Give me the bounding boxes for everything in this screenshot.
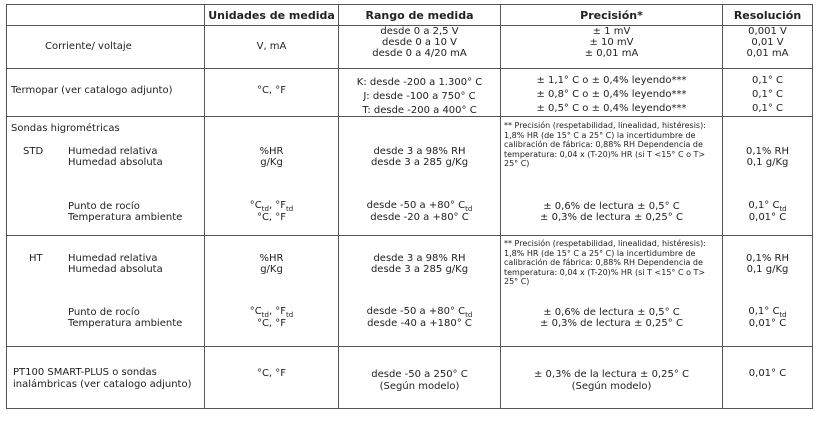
ht-hum-note: ** Precisión (respetabilidad, linealidad, histéresis): 1,8% HR (de 15° C a 25° C) la incertidumbre de calibración de fábrica: 0,88% RH Dependencia de temperatura: 0,04 x (T-20)% HR (si T <15° C o T> 25° C) — [504, 239, 706, 286]
ht-hum-unit: %HR — [259, 253, 284, 264]
resolution-line: 0,1° C — [751, 103, 784, 114]
ht-hum-res: 0,1 g/Kg — [746, 264, 789, 275]
pt100-precision: ± 0,3% de la lectura ± 0,25° C — [534, 369, 689, 380]
precision-line: ± 1,1° C o ± 0,4% leyendo*** — [536, 75, 687, 86]
std-hum-unit: %HR — [259, 146, 284, 157]
ht-temp-range: desde -50 a +80° $C_{td}$ — [366, 306, 473, 319]
label-cell — [7, 347, 205, 409]
row-ht — [7, 236, 813, 347]
std-temp-unit: °C, °F — [256, 212, 287, 223]
std-temp-res: 0,1° $C_{td}$ — [748, 200, 787, 213]
pt100-range: desde -50 a 250° C — [371, 369, 468, 380]
range-line: desde 0 a 10 V — [382, 37, 457, 48]
std-temp-label: Temperatura ambiente — [68, 212, 183, 223]
std-temp-label: Punto de rocío — [68, 201, 140, 212]
ht-temp-label: Temperatura ambiente — [68, 318, 183, 329]
termopar-label: Termopar (ver catalogo adjunto) — [11, 85, 173, 96]
range-cell — [339, 236, 501, 347]
ht-temp-unit: $^\circ C_{td}$, $^\circ F_{td}$ — [249, 306, 294, 319]
precision-line: ± 0,8° C o ± 0,4% leyendo*** — [536, 89, 687, 100]
std-temp-res: 0,01° C — [748, 212, 787, 223]
ht-hum-label: Humedad relativa — [68, 253, 158, 264]
ht-tag: HT — [29, 253, 43, 264]
pt100-label: PT100 SMART-PLUS o sondas — [13, 367, 157, 378]
std-temp-range: desde -20 a +80° C — [370, 212, 469, 223]
range-cell — [339, 26, 501, 69]
resolution-line: 0,01 V — [751, 37, 784, 48]
precision-line: ± 1 mV — [592, 26, 631, 37]
ht-temp-range: desde -40 a +180° C — [367, 318, 472, 329]
specifications-table — [6, 4, 813, 409]
resolution-cell — [723, 347, 813, 409]
std-temp-range: desde -50 a +80° $C_{td}$ — [366, 200, 473, 213]
precision-cell — [501, 347, 723, 409]
termopar-units: °C, °F — [256, 85, 287, 96]
header-blank — [7, 5, 205, 26]
ht-temp-prec: ± 0,3% de lectura ± 0,25° C — [540, 318, 683, 329]
pt100-resolution: 0,01° C — [748, 368, 787, 379]
pt100-precision: (Según modelo) — [571, 381, 652, 392]
range-line: J: desde -100 a 750° C — [363, 91, 476, 102]
std-hum-range: desde 3 a 285 g/Kg — [370, 157, 469, 168]
resolution-line: 0,1° C — [751, 75, 784, 86]
std-temp-unit: $^\circ C_{td}$, $^\circ F_{td}$ — [249, 200, 294, 213]
precision-cell — [501, 236, 723, 347]
corriente-units: V, mA — [256, 41, 287, 52]
units-cell — [205, 347, 339, 409]
std-hum-range: desde 3 a 98% RH — [373, 146, 466, 157]
ht-hum-res: 0,1% RH — [745, 253, 790, 264]
ht-temp-label: Punto de rocío — [68, 307, 140, 318]
ht-hum-range: desde 3 a 98% RH — [373, 253, 466, 264]
row-pt100 — [7, 347, 813, 409]
resolution-cell — [723, 236, 813, 347]
precision-line: ± 10 mV — [589, 37, 634, 48]
resolution-line: 0,01 mA — [746, 48, 789, 59]
resolution-line: 0,1° C — [751, 89, 784, 100]
range-line: K: desde -200 a 1.300° C — [356, 77, 483, 88]
corriente-label: Corriente/ voltaje — [45, 41, 132, 52]
units-cell — [205, 69, 339, 117]
ht-hum-range: desde 3 a 285 g/Kg — [370, 264, 469, 275]
range-cell — [339, 117, 501, 236]
row-corriente — [7, 26, 813, 69]
sondas-label: Sondas higrométricas — [11, 123, 120, 134]
std-tag: STD — [23, 146, 44, 157]
ht-temp-res: 0,01° C — [748, 318, 787, 329]
range-cell — [339, 69, 501, 117]
units-cell — [205, 236, 339, 347]
std-hum-label: Humedad relativa — [68, 146, 158, 157]
header-units: Unidades de medida — [205, 5, 339, 26]
ht-hum-label: Humedad absoluta — [68, 264, 163, 275]
range-line: desde 0 a 4/20 mA — [372, 48, 467, 59]
units-cell — [205, 117, 339, 236]
label-cell — [7, 117, 205, 236]
units-cell — [205, 26, 339, 69]
ht-temp-unit: °C, °F — [256, 318, 287, 329]
std-temp-prec: ± 0,3% de lectura ± 0,25° C — [540, 212, 683, 223]
std-hum-label: Humedad absoluta — [68, 157, 163, 168]
range-line: T: desde -200 a 400° C — [362, 105, 477, 116]
pt100-units: °C, °F — [256, 368, 287, 379]
pt100-label: inalámbricas (ver catalogo adjunto) — [13, 379, 192, 390]
ht-temp-res: 0,1° $C_{td}$ — [748, 306, 787, 319]
precision-cell — [501, 69, 723, 117]
std-temp-prec: ± 0,6% de lectura ± 0,5° C — [543, 201, 680, 212]
precision-line: ± 0,01 mA — [584, 48, 639, 59]
std-hum-note: ** Precisión (respetabilidad, linealidad, histéresis): 1,8% HR (de 15° C a 25° C) la incertidumbre de calibración de fábrica: 0,88% RH Dependencia de temperatura: 0,04 x (T-20)% HR (si T <15° C o T> 25° C) — [504, 121, 706, 168]
range-cell — [339, 347, 501, 409]
row-termopar — [7, 69, 813, 117]
pt100-range: (Según modelo) — [379, 381, 460, 392]
precision-cell — [501, 117, 723, 236]
precision-line: ± 0,5° C o ± 0,4% leyendo*** — [536, 103, 687, 114]
row-std — [7, 117, 813, 236]
header-row — [7, 5, 813, 26]
range-line: desde 0 a 2,5 V — [380, 26, 459, 37]
std-hum-res: 0,1 g/Kg — [746, 157, 789, 168]
label-cell — [7, 69, 205, 117]
header-precision: Precisión* — [501, 5, 723, 26]
ht-temp-prec: ± 0,6% de lectura ± 0,5° C — [543, 307, 680, 318]
resolution-cell — [723, 26, 813, 69]
header-resolution: Resolución — [723, 5, 813, 26]
std-hum-res: 0,1% RH — [745, 146, 790, 157]
label-cell — [7, 26, 205, 69]
resolution-cell — [723, 69, 813, 117]
label-cell — [7, 236, 205, 347]
precision-cell — [501, 26, 723, 69]
resolution-line: 0,001 V — [748, 26, 787, 37]
resolution-cell — [723, 117, 813, 236]
header-range: Rango de medida — [339, 5, 501, 26]
ht-hum-unit: g/Kg — [260, 264, 283, 275]
std-hum-unit: g/Kg — [260, 157, 283, 168]
